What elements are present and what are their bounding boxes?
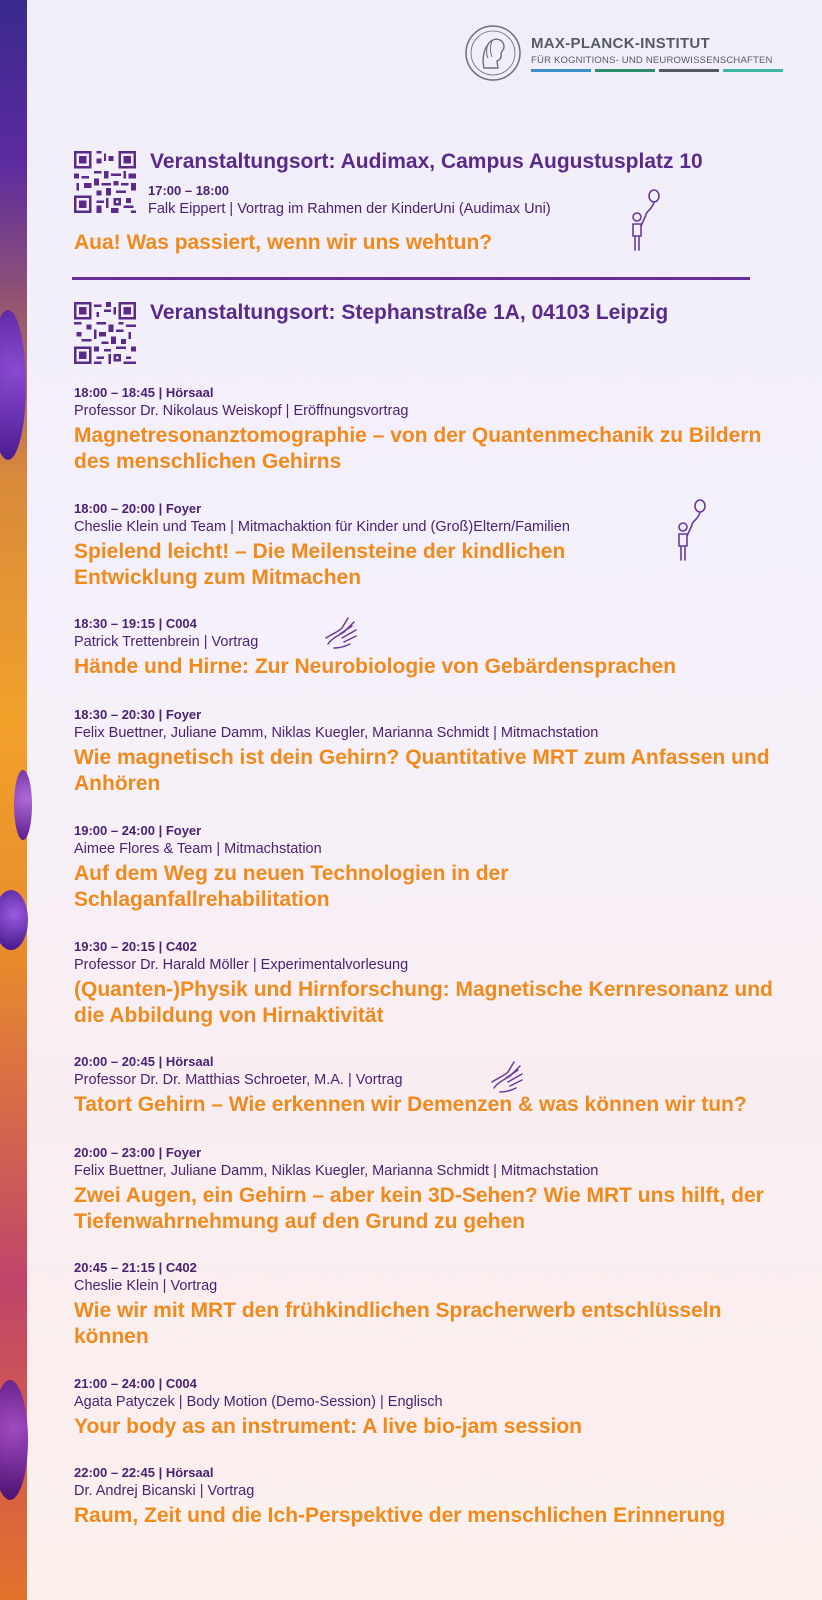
event-title: Aua! Was passiert, wenn wir uns wehtun? xyxy=(74,231,493,254)
logo-color-bars xyxy=(531,69,783,72)
event-time: 17:00 – 18:00 xyxy=(148,183,229,198)
decorative-bubble xyxy=(14,770,32,840)
event-title: Auf dem Weg zu neuen Technologien in der Schlaganfallrehabilitation xyxy=(74,862,509,911)
event-speaker: Agata Patyczek | Body Motion (Demo-Session) | Englisch xyxy=(74,1394,443,1410)
event-time: 18:30 – 20:30 | Foyer xyxy=(74,707,202,722)
sign-language-icon xyxy=(488,1058,528,1096)
event-title: Hände und Hirne: Zur Neurobiologie von Gebärdensprachen xyxy=(74,655,677,678)
event-entry xyxy=(74,822,794,913)
event-time: 20:45 – 21:15 | C402 xyxy=(74,1260,197,1275)
event-entry xyxy=(74,1144,794,1235)
event-time: 18:00 – 18:45 | Hörsaal xyxy=(74,385,214,400)
event-speaker: Dr. Andrej Bicanski | Vortrag xyxy=(74,1483,255,1499)
event-speaker: Aimee Flores & Team | Mitmachstation xyxy=(74,841,322,857)
event-time: 18:00 – 20:00 | Foyer xyxy=(74,501,202,516)
logo-bar xyxy=(659,69,719,72)
venue-title: Veranstaltungsort: Stephanstraße 1A, 04103 Leipzig xyxy=(150,301,669,324)
qr-code-icon[interactable] xyxy=(74,302,136,364)
event-title: Zwei Augen, ein Gehirn – aber kein 3D-Sehen? Wie MRT uns hilft, der Tiefenwahrnehmung auf den Grund zu gehen xyxy=(74,1184,764,1233)
event-title: Tatort Gehirn – Wie erkennen wir Demenzen & was können wir tun? xyxy=(74,1093,747,1116)
logo-bar xyxy=(595,69,655,72)
event-speaker: Felix Buettner, Juliane Damm, Niklas Kuegler, Marianna Schmidt | Mitmachstation xyxy=(74,725,599,741)
event-entry xyxy=(148,182,822,219)
event-entry xyxy=(74,706,794,797)
sign-language-icon xyxy=(322,614,362,652)
child-with-balloon-icon xyxy=(672,498,710,566)
institute-logo xyxy=(464,24,783,82)
event-time: 19:00 – 24:00 | Foyer xyxy=(74,823,202,838)
event-speaker: Patrick Trettenbrein | Vortrag xyxy=(74,634,259,650)
minerva-seal-icon xyxy=(464,24,522,82)
event-entry xyxy=(74,1053,794,1118)
event-speaker: Professor Dr. Nikolaus Weiskopf | Eröffnungsvortrag xyxy=(74,403,409,419)
logo-bar xyxy=(531,69,591,72)
event-entry xyxy=(74,1464,794,1529)
event-title: Wie magnetisch ist dein Gehirn? Quantitative MRT zum Anfassen und Anhören xyxy=(74,746,770,795)
event-time: 21:00 – 24:00 | C004 xyxy=(74,1376,197,1391)
venue-title: Veranstaltungsort: Audimax, Campus Augustusplatz 10 xyxy=(150,150,703,173)
event-speaker: Professor Dr. Harald Möller | Experimentalvorlesung xyxy=(74,957,409,973)
event-time: 19:30 – 20:15 | C402 xyxy=(74,939,197,954)
institute-name: MAX-PLANCK-INSTITUT xyxy=(531,34,711,52)
event-speaker: Cheslie Klein | Vortrag xyxy=(74,1278,218,1294)
event-title: Raum, Zeit und die Ich-Perspektive der menschlichen Erinnerung xyxy=(74,1504,726,1527)
event-time: 20:00 – 20:45 | Hörsaal xyxy=(74,1054,214,1069)
event-entry xyxy=(74,1375,794,1440)
event-time: 22:00 – 22:45 | Hörsaal xyxy=(74,1465,214,1480)
event-title-row xyxy=(74,228,794,256)
event-title: Wie wir mit MRT den frühkindlichen Spracherwerb entschlüsseln können xyxy=(74,1299,722,1348)
event-entry xyxy=(74,384,794,475)
institute-subtitle: FÜR KOGNITIONS- UND NEUROWISSENSCHAFTEN xyxy=(531,54,773,66)
event-speaker: Cheslie Klein und Team | Mitmachaktion für Kinder und (Groß)Eltern/Familien xyxy=(74,519,570,535)
event-entry xyxy=(74,1259,794,1350)
event-title: Your body as an instrument: A live bio-jam session xyxy=(74,1415,582,1438)
event-title: Spielend leicht! – Die Meilensteine der kindlichen Entwicklung zum Mitmachen xyxy=(74,540,566,589)
event-time: 18:30 – 19:15 | C004 xyxy=(74,616,197,631)
event-title: (Quanten-)Physik und Hirnforschung: Magnetische Kernresonanz und die Abbildung von Hirnaktivität xyxy=(74,978,773,1027)
logo-bar xyxy=(723,69,783,72)
event-entry xyxy=(74,938,794,1029)
event-time: 20:00 – 23:00 | Foyer xyxy=(74,1145,202,1160)
venue-stephanstrasse xyxy=(74,302,668,364)
child-with-balloon-icon xyxy=(626,188,664,256)
section-divider xyxy=(72,277,750,280)
event-speaker: Falk Eippert | Vortrag im Rahmen der KinderUni (Audimax Uni) xyxy=(148,201,551,217)
event-speaker: Professor Dr. Dr. Matthias Schroeter, M.A. | Vortrag xyxy=(74,1072,403,1088)
event-speaker: Felix Buettner, Juliane Damm, Niklas Kuegler, Marianna Schmidt | Mitmachstation xyxy=(74,1163,599,1179)
qr-code-icon[interactable] xyxy=(74,151,136,213)
event-title: Magnetresonanztomographie – von der Quantenmechanik zu Bildern des menschlichen Gehirns xyxy=(74,424,762,473)
event-entry xyxy=(74,615,794,680)
